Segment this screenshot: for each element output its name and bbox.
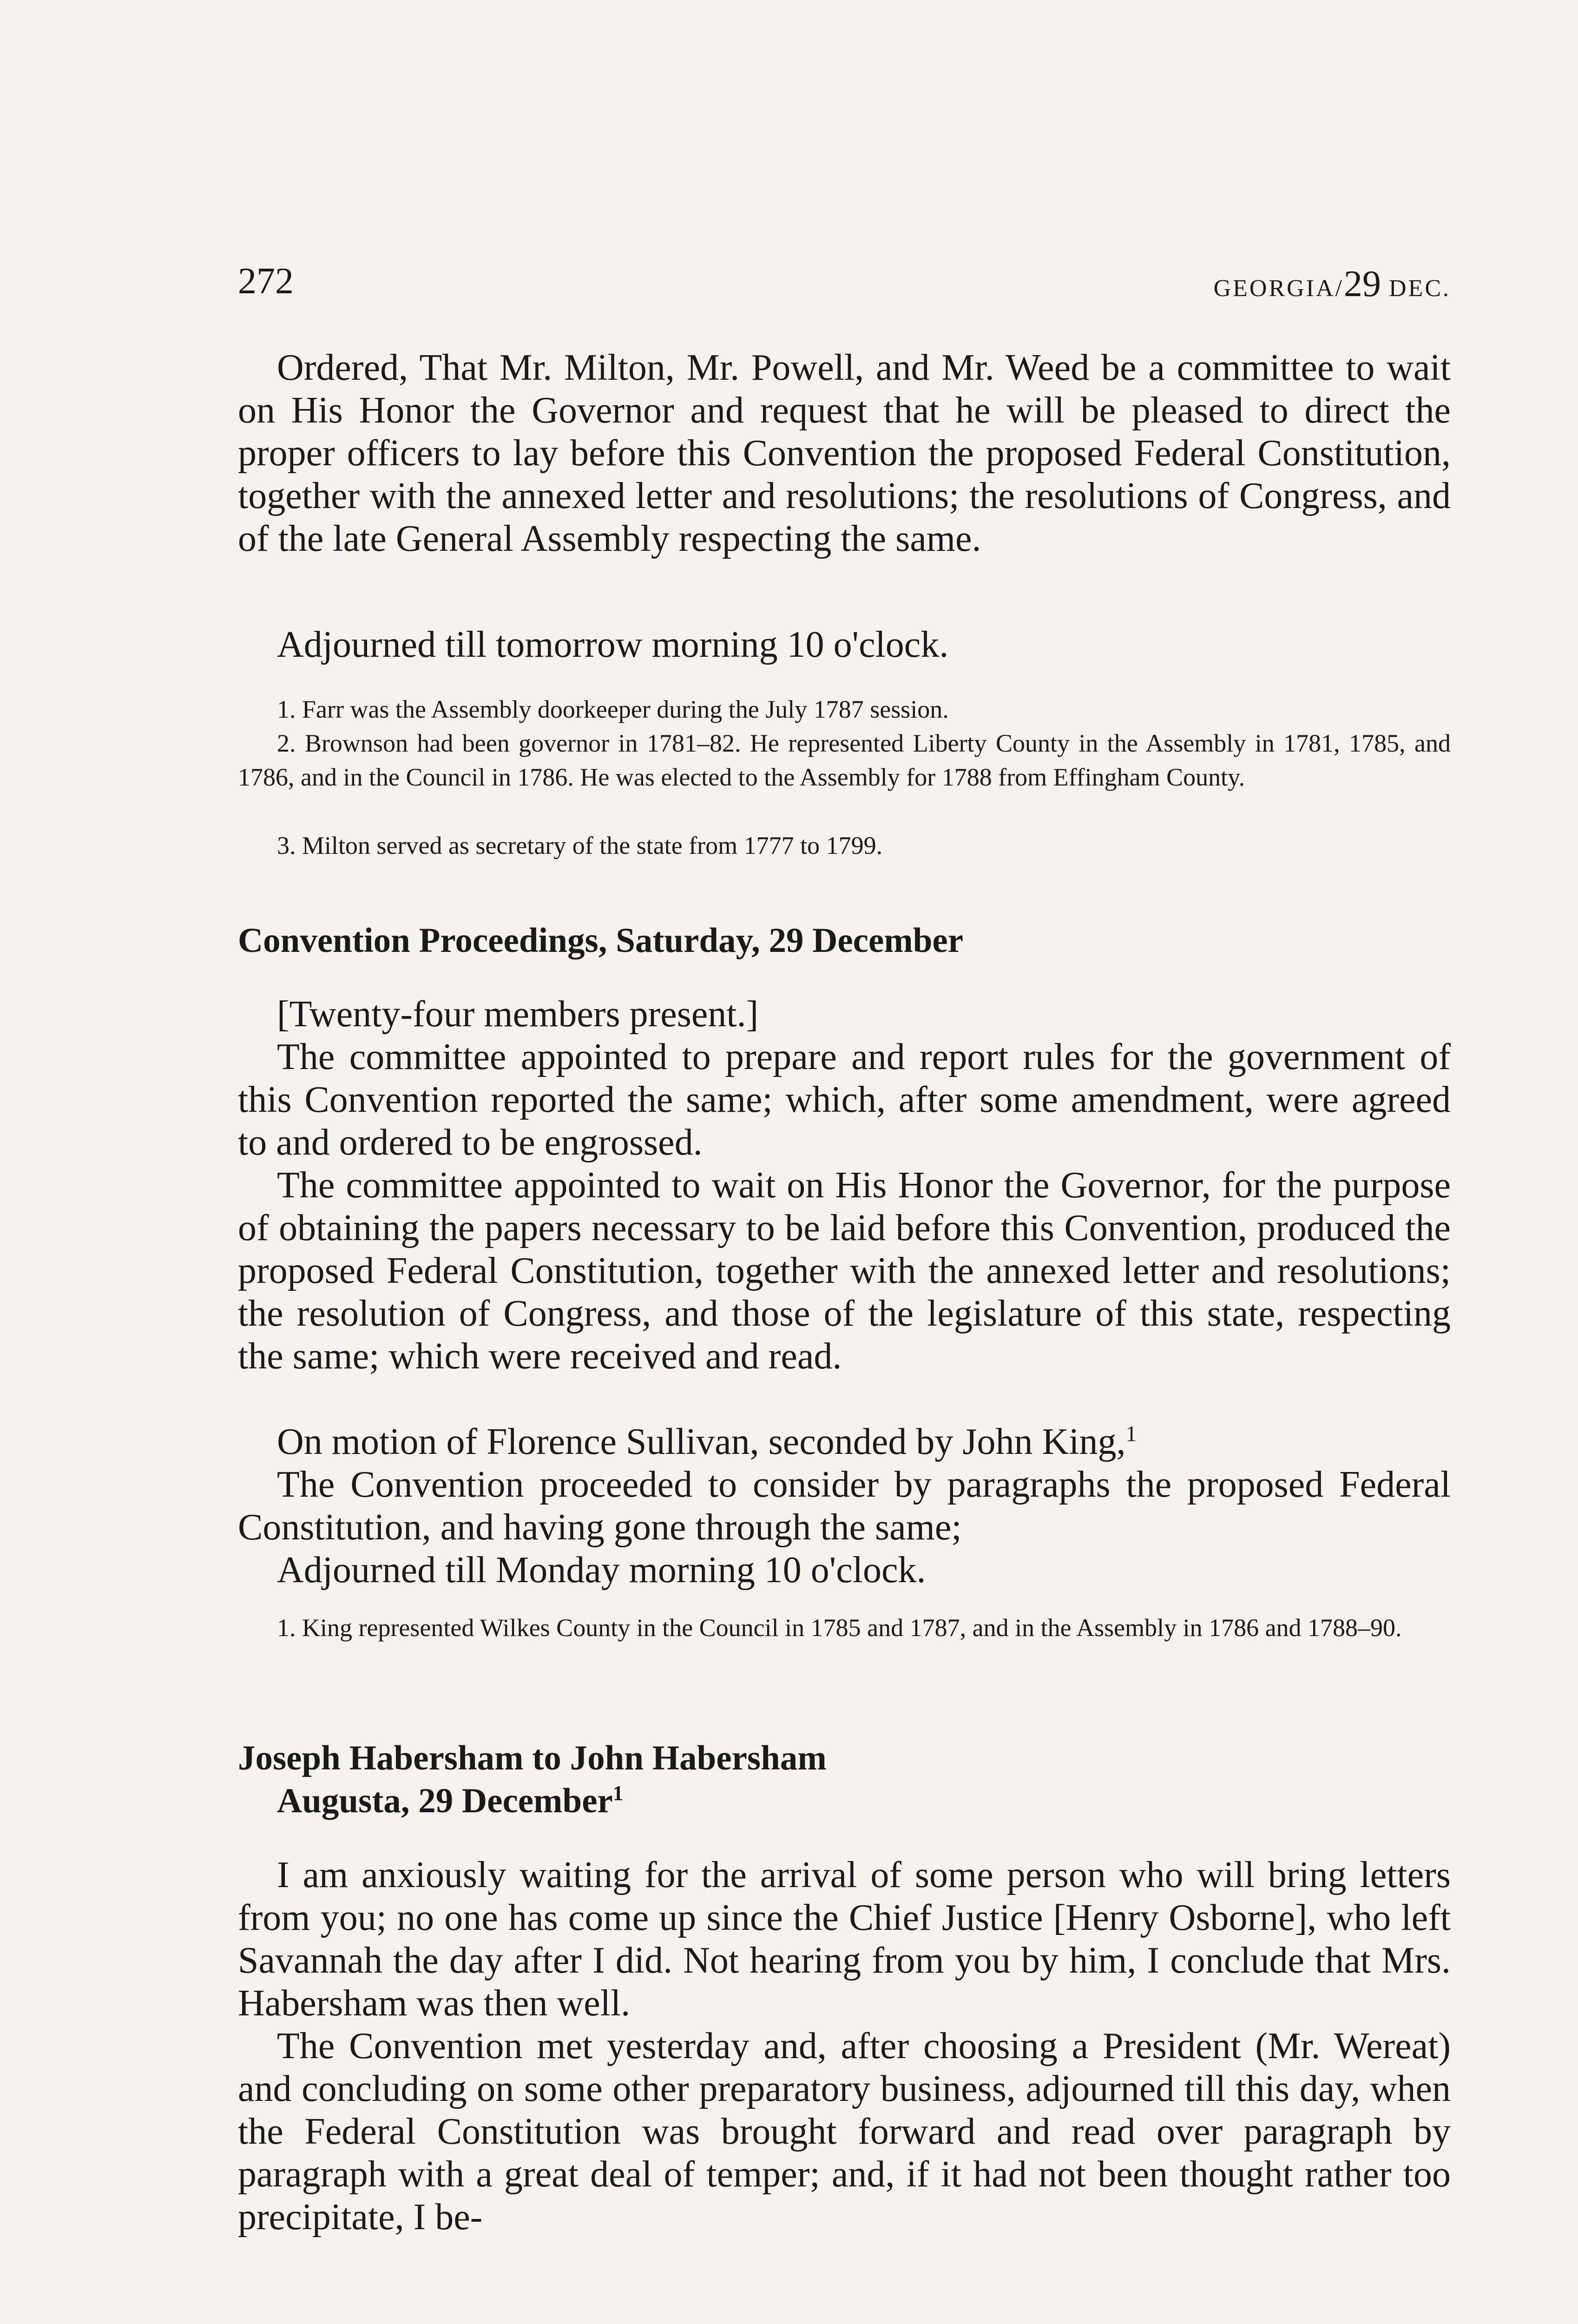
page-number: 272: [238, 261, 294, 302]
letter-heading: Joseph Habersham to John Habersham: [238, 1739, 827, 1777]
running-head: [1214, 263, 1451, 305]
members-present: [Twenty-four members present.]: [277, 994, 759, 1035]
footnote-farr: 1. Farr was the Assembly doorkeeper during the July 1787 session.: [277, 695, 949, 723]
footnote-king: 1. King represented Wilkes County in the Council in 1785 and 1787, and in the Assembly in 1786 and 1788–90.: [277, 1614, 1402, 1642]
footnote-marker: 1: [1125, 1421, 1137, 1446]
convention-heading: Convention Proceedings, Saturday, 29 December: [238, 921, 964, 960]
motion-paragraph: [238, 1420, 1451, 1463]
adjourned-monday: Adjourned till Monday morning 10 o'clock.: [277, 1550, 926, 1591]
consider-paragraph: The Convention proceeded to consider by paragraphs the proposed Federal Constitution, and having gone through the same;: [238, 1464, 1451, 1548]
letter-paragraph-2: The Convention met yesterday and, after choosing a President (Mr. Wereat) and concluding on some other preparatory business, adjourned till this day, when the Federal Constitution was brought forward and read over paragraph by paragraph with a great deal of temper; and, if it had not been thought rather too precipitate, I be-: [238, 2026, 1451, 2238]
page-header: [238, 260, 1451, 307]
letter-paragraph-1: I am anxiously waiting for the arrival of some person who will bring letters from you; no one has come up since the Chief Justice [Henry Osborne], who left Savannah the day after I did. Not hearing from you by him, I conclude that Mrs. Habersham was then well.: [238, 1855, 1451, 2024]
rules-paragraph: The committee appointed to prepare and report rules for the government of this Convention reported the same; which, after some amendment, were agreed to and ordered to be engrossed.: [238, 1037, 1451, 1163]
footnote-brownson: 2. Brownson had been governor in 1781–82. He represented Liberty County in the Assembly in 1781, 1785, and 1786, and in the Council in 1786. He was elected to the Assembly for 1788 from Effingham County.: [238, 729, 1451, 791]
adjourned-paragraph: Adjourned till tomorrow morning 10 o'clock.: [277, 624, 949, 665]
papers-paragraph: The committee appointed to wait on His Honor the Governor, for the purpose of obtaining the papers necessary to be laid before this Convention, produced the proposed Federal Constitution, together with the annexed letter and resolutions; the resolution of Congress, and those of the legislature of this state, respecting the same; which were received and read.: [238, 1165, 1451, 1377]
heading-footnote-marker: 1: [612, 1782, 624, 1805]
motion-text: On motion of Florence Sullivan, seconded by John King,: [277, 1421, 1126, 1462]
letter-dateline-text: Augusta, 29 December: [277, 1782, 613, 1820]
letter-dateline: [277, 1780, 623, 1822]
ordered-paragraph: Ordered, That Mr. Milton, Mr. Powell, and Mr. Weed be a committee to wait on His Honor the Governor and request that he will be pleased to direct the proper officers to lay before this Convention the proposed Federal Constitution, together with the annexed letter and resolutions; the resolutions of Congress, and of the late General Assembly respecting the same.: [238, 347, 1451, 559]
running-head-month: DEC.: [1381, 275, 1451, 302]
running-head-day: 29: [1344, 264, 1381, 304]
footnote-milton: 3. Milton served as secretary of the state from 1777 to 1799.: [277, 832, 883, 859]
running-head-state: GEORGIA/: [1213, 275, 1344, 302]
